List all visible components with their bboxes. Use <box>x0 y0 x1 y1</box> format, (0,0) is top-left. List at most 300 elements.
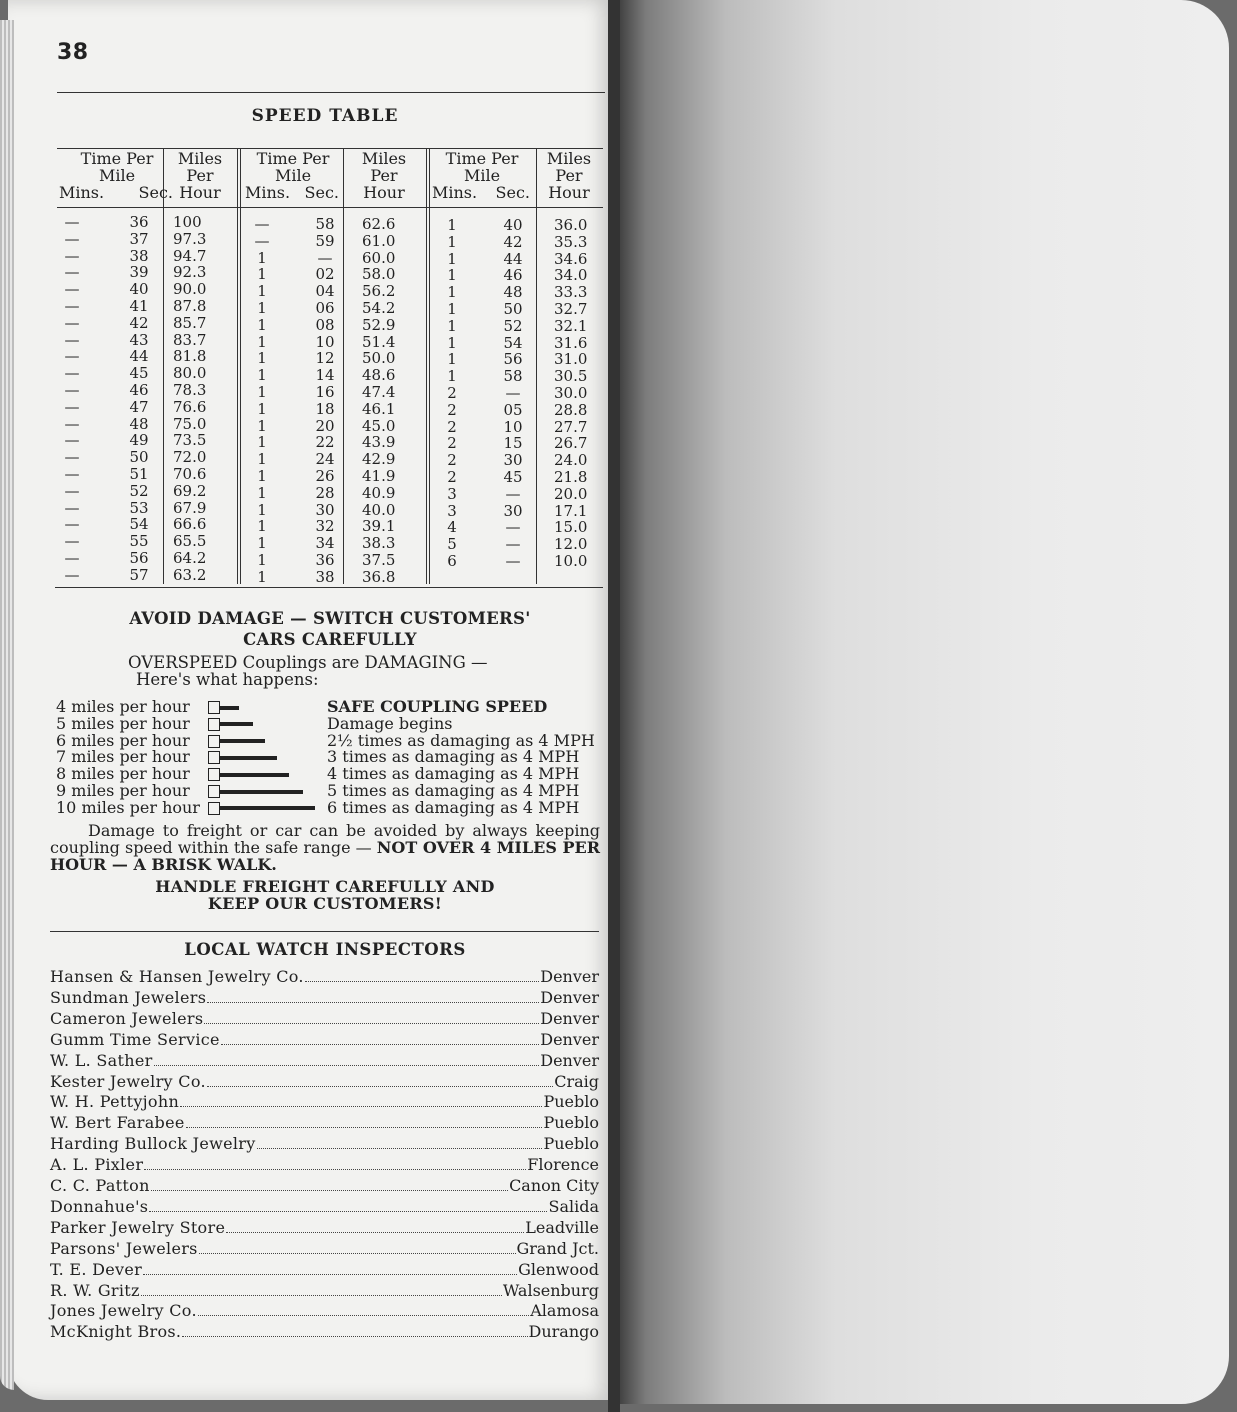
header-hour: Hour <box>548 183 590 202</box>
inspectors-title: LOCAL WATCH INSPECTORS <box>184 940 466 959</box>
dot-leader <box>141 1295 502 1296</box>
time-per-mile-header <box>243 150 343 201</box>
miles-per-hour-header <box>343 150 425 201</box>
right-page-blank <box>616 0 1229 1404</box>
mph-cell: 70.6 <box>173 465 207 483</box>
damage-note <box>50 822 600 873</box>
mph-cell: 62.6 <box>362 215 396 233</box>
mph-cell: 54.2 <box>362 299 396 317</box>
inspector-name: Parker Jewelry Store <box>50 1217 226 1237</box>
coupling-effect: 2½ times as damaging as 4 MPH <box>327 730 595 750</box>
time-mins-cell: 3 <box>447 501 457 520</box>
checkbox-icon <box>208 768 220 781</box>
checkbox-icon <box>208 718 220 731</box>
coupling-row <box>56 732 265 749</box>
time-mins-cell: 1 <box>257 433 267 452</box>
coupling-speed-label: 7 miles per hour <box>56 747 190 767</box>
time-sec-cell: 32 <box>315 517 335 536</box>
coupling-speed-label: 6 miles per hour <box>56 730 190 750</box>
mph-cell: 15.0 <box>554 518 588 537</box>
header-hour: Hour <box>363 183 405 202</box>
mph-cell: 43.9 <box>362 433 396 452</box>
time-mins-cell: 1 <box>447 216 457 234</box>
time-sec-cell: 45 <box>503 468 523 486</box>
inspector-name: Sundman Jewelers <box>50 987 207 1007</box>
inspector-row <box>50 1091 599 1112</box>
time-sec-cell: 05 <box>503 400 523 419</box>
coupling-effect: 5 times as damaging as 4 MPH <box>327 781 580 800</box>
time-sec-cell: 58 <box>315 215 335 233</box>
mph-cell: 28.8 <box>554 400 588 419</box>
table-column-rule <box>343 148 344 584</box>
mph-cell: 33.3 <box>554 283 588 302</box>
time-mins-cell: 1 <box>257 467 267 485</box>
inspector-name: Kester Jewelry Co. <box>50 1071 206 1091</box>
mph-cell: 66.6 <box>173 515 207 534</box>
miles-per-hour-header <box>165 150 235 201</box>
table-column-rule <box>536 148 537 584</box>
overspeed-line2: Here's what happens: <box>136 670 319 689</box>
inspector-city: Denver <box>540 1050 599 1070</box>
dot-leader <box>151 1190 508 1191</box>
time-sec-cell: 53 <box>129 498 149 517</box>
inspector-city: Durango <box>528 1322 599 1342</box>
inspector-row <box>50 1050 599 1071</box>
time-sec-cell: 24 <box>315 450 335 469</box>
handle-freight-heading <box>60 878 590 912</box>
time-sec-cell: 56 <box>129 549 149 567</box>
inspector-row <box>50 1238 599 1259</box>
dot-leader <box>221 1044 539 1045</box>
time-sec-cell: 30 <box>315 500 335 519</box>
mph-cell: 67.9 <box>173 498 207 517</box>
time-mins-cell: 1 <box>257 567 267 586</box>
header-miles: Miles <box>177 149 223 168</box>
checkbox-icon <box>208 701 220 714</box>
header-mins-sec <box>57 184 177 201</box>
inspector-name: Hansen & Hansen Jewelry Co. <box>50 967 304 986</box>
time-mins-cell: — <box>64 381 80 399</box>
time-sec-cell: — <box>317 248 333 267</box>
time-mins-cell: 3 <box>447 484 457 503</box>
time-sec-cell: — <box>505 518 521 537</box>
time-sec-cell: 59 <box>315 231 335 250</box>
mph-cell: 69.2 <box>173 481 207 500</box>
mph-cell: 10.0 <box>554 552 588 570</box>
header-mins: Mins. <box>245 183 291 202</box>
dot-leader <box>257 1148 543 1149</box>
book-gutter <box>608 0 620 1412</box>
time-sec-cell: 46 <box>129 381 149 399</box>
inspector-city: Pueblo <box>543 1092 599 1112</box>
time-sec-cell: 36 <box>129 213 149 231</box>
time-mins-cell: 1 <box>257 315 267 334</box>
time-sec-cell: — <box>505 384 521 402</box>
time-sec-cell: 48 <box>129 414 149 433</box>
dot-leader <box>154 1065 540 1066</box>
table-column-rule <box>163 148 164 584</box>
time-sec-cell: 45 <box>129 364 149 383</box>
mph-cell: 61.0 <box>362 231 396 250</box>
inspector-row <box>50 1280 599 1301</box>
time-mins-cell: 1 <box>447 367 457 386</box>
time-sec-cell: 28 <box>315 483 335 502</box>
time-mins-cell: 1 <box>257 534 267 553</box>
mph-cell: 31.0 <box>554 350 588 369</box>
time-mins-cell: 1 <box>257 366 267 385</box>
time-sec-cell: 43 <box>129 330 149 349</box>
inspector-name: Donnahue's <box>50 1196 149 1216</box>
header-miles: Miles <box>546 149 592 168</box>
mph-cell: 46.1 <box>362 399 396 418</box>
time-sec-cell: 10 <box>503 417 523 436</box>
inspector-row <box>50 1175 599 1196</box>
header-per: Per <box>370 166 398 185</box>
inspector-row <box>50 966 599 987</box>
time-mins-cell: — <box>64 364 80 383</box>
time-sec-cell: 50 <box>503 300 523 318</box>
mph-cell: 27.7 <box>554 417 588 436</box>
time-mins-cell: 1 <box>257 349 267 368</box>
mph-cell: 56.2 <box>362 282 396 301</box>
inspector-city: Pueblo <box>543 1113 599 1133</box>
time-mins-cell: — <box>254 215 270 233</box>
inspector-row <box>50 1154 599 1175</box>
mph-cell: 76.6 <box>173 397 207 416</box>
dot-leader <box>207 1002 539 1003</box>
time-mins-cell: 1 <box>257 299 267 317</box>
time-mins-cell: 1 <box>257 450 267 469</box>
time-sec-cell: 34 <box>315 534 335 553</box>
time-sec-cell: 16 <box>315 383 335 401</box>
inspector-name: Gumm Time Service <box>50 1029 220 1049</box>
header-miles: Miles <box>361 149 407 168</box>
inspector-city: Alamosa <box>530 1301 599 1321</box>
time-mins-cell: 2 <box>447 400 457 419</box>
time-mins-cell: — <box>64 213 80 231</box>
mph-cell: 35.3 <box>554 232 588 251</box>
time-sec-cell: 44 <box>503 249 523 268</box>
overspeed-line1: OVERSPEED Couplings are DAMAGING — <box>128 653 488 672</box>
time-sec-cell: 37 <box>129 229 149 248</box>
mph-cell: 81.8 <box>173 347 207 366</box>
header-time-per: Time Per <box>445 149 519 168</box>
mph-cell: 87.8 <box>173 297 207 315</box>
inspector-city: Denver <box>540 1029 599 1049</box>
time-mins-cell: 1 <box>257 551 267 569</box>
mph-cell: 48.6 <box>362 366 396 385</box>
inspector-city: Denver <box>540 967 599 986</box>
time-mins-cell: — <box>64 347 80 366</box>
damage-bar <box>220 806 315 810</box>
header-mile: Mile <box>98 166 136 185</box>
time-sec-cell: 02 <box>315 265 335 284</box>
time-sec-cell: 04 <box>315 282 335 301</box>
time-mins-cell: 1 <box>257 248 267 267</box>
mph-cell: 31.6 <box>554 333 588 352</box>
time-sec-cell: 26 <box>315 467 335 485</box>
mph-cell: 51.4 <box>362 332 396 351</box>
mph-cell: 58.0 <box>362 265 396 284</box>
handle-line1: HANDLE FREIGHT CAREFULLY AND <box>155 877 495 896</box>
header-mins-sec <box>243 184 343 201</box>
coupling-speed-label: 10 miles per hour <box>56 797 200 817</box>
mph-cell: 37.5 <box>362 551 396 569</box>
time-sec-cell: 57 <box>129 565 149 584</box>
time-sec-cell: 40 <box>503 216 523 234</box>
time-mins-cell: — <box>64 313 80 332</box>
mph-cell: 83.7 <box>173 330 207 349</box>
time-sec-cell: 54 <box>503 333 523 352</box>
mph-cell: 36.8 <box>362 567 396 586</box>
time-mins-cell: 1 <box>257 383 267 401</box>
coupling-row <box>56 748 277 765</box>
mph-cell: 80.0 <box>173 364 207 383</box>
inspectors-rule <box>50 931 599 932</box>
dot-leader <box>143 1274 517 1275</box>
damage-note-emphasis: NOT OVER 4 MILES PER HOUR — A BRISK WALK. <box>50 838 601 874</box>
time-mins-cell: — <box>64 246 80 265</box>
mph-cell: 47.4 <box>362 383 396 401</box>
time-mins-cell: 1 <box>257 517 267 536</box>
time-sec-cell: 42 <box>129 313 149 332</box>
inspector-city: Grand Jct. <box>516 1238 599 1258</box>
mph-cell: 32.7 <box>554 300 588 318</box>
table-bottom-rule <box>55 587 603 588</box>
inspector-row <box>50 1259 599 1280</box>
time-sec-cell: 39 <box>129 263 149 282</box>
dot-leader <box>182 1336 527 1337</box>
mph-cell: 73.5 <box>173 431 207 450</box>
time-sec-cell: 52 <box>503 316 523 335</box>
mph-cell: 52.9 <box>362 315 396 334</box>
coupling-row <box>56 799 315 816</box>
header-hour: Hour <box>179 183 221 202</box>
time-sec-cell: 36 <box>315 551 335 569</box>
mph-cell: 42.9 <box>362 450 396 469</box>
inspector-city: Florence <box>527 1155 599 1175</box>
header-time-per: Time Per <box>80 149 154 168</box>
mph-cell: 75.0 <box>173 414 207 433</box>
inspector-name: Jones Jewelry Co. <box>50 1301 197 1321</box>
mph-cell: 30.5 <box>554 367 588 386</box>
time-sec-cell: 49 <box>129 431 149 450</box>
time-mins-cell: 2 <box>447 434 457 453</box>
time-mins-cell: 6 <box>447 552 457 570</box>
coupling-effect: 4 times as damaging as 4 MPH <box>327 764 580 784</box>
time-mins-cell: — <box>64 532 80 551</box>
time-mins-cell: — <box>64 515 80 534</box>
inspector-city: Walsenburg <box>502 1280 599 1300</box>
coupling-speed-label: 5 miles per hour <box>56 713 190 733</box>
inspector-city: Glenwood <box>518 1259 599 1279</box>
mph-cell: 12.0 <box>554 535 588 554</box>
time-sec-cell: 08 <box>315 315 335 334</box>
time-sec-cell: 55 <box>129 532 149 551</box>
header-sec: Sec. <box>304 183 339 202</box>
page-edges <box>0 20 14 1390</box>
time-mins-cell: 1 <box>447 232 457 251</box>
inspector-city: Leadville <box>525 1217 599 1237</box>
time-mins-cell: — <box>64 498 80 517</box>
mph-cell: 78.3 <box>173 381 207 399</box>
coupling-speed-label: 4 miles per hour <box>56 697 190 716</box>
top-rule <box>57 92 605 93</box>
time-sec-cell: 38 <box>315 567 335 586</box>
inspector-name: C. C. Patton <box>50 1176 150 1195</box>
checkbox-icon <box>208 735 220 748</box>
overspeed-intro <box>128 654 488 688</box>
time-sec-cell: 22 <box>315 433 335 452</box>
table-header-rule <box>57 207 603 208</box>
mph-cell: 92.3 <box>173 263 207 282</box>
coupling-row <box>56 782 303 799</box>
mph-cell: 40.9 <box>362 483 396 502</box>
mph-cell: 90.0 <box>173 280 207 299</box>
time-mins-cell: — <box>64 448 80 467</box>
inspector-row <box>50 1196 599 1217</box>
header-sec: Sec. <box>495 183 530 202</box>
mph-cell: 39.1 <box>362 517 396 536</box>
inspector-name: W. Bert Farabee <box>50 1113 185 1133</box>
time-mins-cell: 1 <box>447 316 457 335</box>
dot-leader <box>144 1169 526 1170</box>
mph-cell: 50.0 <box>362 349 396 368</box>
time-mins-cell: 4 <box>447 518 457 537</box>
table-column-rule <box>237 148 241 584</box>
inspector-city: Denver <box>540 1008 599 1028</box>
time-sec-cell: 12 <box>315 349 335 368</box>
inspector-city: Denver <box>540 987 599 1007</box>
checkbox-icon <box>208 802 220 815</box>
time-sec-cell: 47 <box>129 397 149 416</box>
dot-leader <box>207 1086 553 1087</box>
time-sec-cell: 54 <box>129 515 149 534</box>
inspector-city: Canon City <box>509 1176 599 1195</box>
dot-leader <box>199 1253 516 1254</box>
handle-line2: KEEP OUR CUSTOMERS! <box>207 894 443 913</box>
inspector-name: R. W. Gritz <box>50 1280 140 1300</box>
time-mins-cell: 1 <box>257 416 267 435</box>
time-sec-cell: 10 <box>315 332 335 351</box>
time-sec-cell: — <box>505 552 521 570</box>
time-sec-cell: 52 <box>129 481 149 500</box>
header-mins: Mins. <box>59 183 105 202</box>
speed-table-title: SPEED TABLE <box>251 106 399 126</box>
damage-note-text: Damage to freight or car can be avoided by always keeping coupling speed within the safe range — <box>50 821 600 857</box>
time-mins-cell: 5 <box>447 535 457 554</box>
mph-cell: 100 <box>173 213 202 231</box>
mph-cell: 17.1 <box>554 501 588 520</box>
mph-cell: 45.0 <box>362 416 396 435</box>
dot-leader <box>204 1023 539 1024</box>
table-column-rule <box>426 148 430 584</box>
damage-bar <box>220 773 289 777</box>
time-mins-cell: — <box>64 549 80 567</box>
time-sec-cell: 06 <box>315 299 335 317</box>
time-mins-cell: 1 <box>257 265 267 284</box>
mph-cell: 94.7 <box>173 246 207 265</box>
time-mins-cell: 1 <box>257 399 267 418</box>
mph-cell: 97.3 <box>173 229 207 248</box>
inspector-name: Cameron Jewelers <box>50 1008 204 1028</box>
mph-cell: 32.1 <box>554 316 588 335</box>
time-mins-cell: — <box>64 481 80 500</box>
header-sec: Sec. <box>138 183 173 202</box>
time-sec-cell: 44 <box>129 347 149 366</box>
inspector-name: W. L. Sather <box>50 1050 153 1070</box>
avoid-damage-heading-line1: AVOID DAMAGE — SWITCH CUSTOMERS' <box>129 609 531 628</box>
time-per-mile-header <box>430 150 534 201</box>
time-mins-cell: 1 <box>257 483 267 502</box>
header-mile: Mile <box>274 166 312 185</box>
inspector-city: Pueblo <box>543 1134 599 1154</box>
time-mins-cell: — <box>64 229 80 248</box>
time-mins-cell: 2 <box>447 417 457 436</box>
time-sec-cell: 38 <box>129 246 149 265</box>
inspector-name: A. L. Pixler <box>50 1155 144 1175</box>
dot-leader <box>198 1315 529 1316</box>
mph-cell: 36.0 <box>554 216 588 234</box>
inspector-row <box>50 1300 599 1321</box>
time-sec-cell: 40 <box>129 280 149 299</box>
coupling-speed-label: 9 miles per hour <box>56 781 190 800</box>
time-mins-cell: — <box>64 431 80 450</box>
mph-cell: 24.0 <box>554 451 588 470</box>
time-sec-cell: 18 <box>315 399 335 418</box>
mph-cell: 72.0 <box>173 448 207 467</box>
inspector-city: Salida <box>548 1196 599 1216</box>
time-mins-cell: — <box>254 231 270 250</box>
damage-bar <box>220 706 239 710</box>
time-mins-cell: — <box>64 397 80 416</box>
time-mins-cell: 2 <box>447 384 457 402</box>
time-sec-cell: 41 <box>129 297 149 315</box>
page-number: 38 <box>57 40 89 65</box>
time-mins-cell: 1 <box>447 333 457 352</box>
coupling-row <box>56 698 239 715</box>
time-per-mile-header <box>57 150 177 201</box>
time-sec-cell: — <box>505 535 521 554</box>
time-sec-cell: — <box>505 484 521 503</box>
time-mins-cell: — <box>64 565 80 584</box>
coupling-effect: Damage begins <box>327 713 453 733</box>
time-mins-cell: 1 <box>447 350 457 369</box>
time-sec-cell: 48 <box>503 283 523 302</box>
time-mins-cell: 1 <box>447 300 457 318</box>
time-sec-cell: 14 <box>315 366 335 385</box>
coupling-row <box>56 765 289 782</box>
time-mins-cell: 2 <box>447 468 457 486</box>
checkbox-icon <box>208 751 220 764</box>
mph-cell: 85.7 <box>173 313 207 332</box>
avoid-damage-heading-line2: CARS CAREFULLY <box>243 630 417 649</box>
mph-cell: 60.0 <box>362 248 396 267</box>
inspector-row <box>50 1112 599 1133</box>
mph-cell: 34.6 <box>554 249 588 268</box>
inspector-name: McKnight Bros. <box>50 1322 182 1342</box>
time-mins-cell: 2 <box>447 451 457 470</box>
miles-per-hour-header <box>534 150 604 201</box>
header-time-per: Time Per <box>256 149 330 168</box>
time-mins-cell: — <box>64 465 80 483</box>
damage-bar <box>220 756 277 760</box>
coupling-effect: 6 times as damaging as 4 MPH <box>327 797 580 817</box>
mph-cell: 21.8 <box>554 468 588 486</box>
time-sec-cell: 46 <box>503 266 523 285</box>
time-sec-cell: 20 <box>315 416 335 435</box>
time-sec-cell: 30 <box>503 501 523 520</box>
